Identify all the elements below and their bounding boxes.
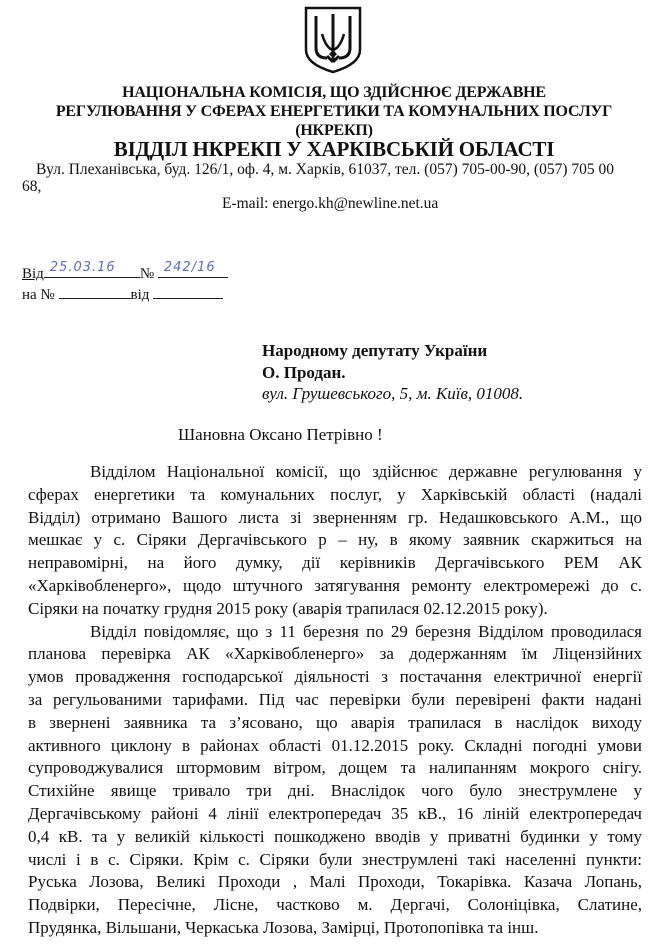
paragraph: [28, 621, 642, 940]
from-label: Від: [22, 266, 44, 282]
handwritten-date: 25.03.16: [49, 260, 116, 275]
body-text-line: числі і в с. Сіряки. Крім с. Сіряки були знеструмлені такі населенні пункти:: [28, 849, 642, 869]
email-line: [222, 195, 438, 213]
greeting: Шановна Оксано Петрівно !: [178, 425, 383, 444]
org-name-line1: НАЦІОНАЛЬНА КОМІСІЯ, ЩО ЗДІЙСНЮЄ ДЕРЖАВНЕ: [122, 84, 546, 101]
department-title: ВІДДІЛ НКРЕКП У ХАРКІВСЬКІЙ ОБЛАСТІ: [113, 137, 555, 161]
body-text-line: Відділом Національної комісії, що здійснює державне регулювання у: [90, 462, 642, 481]
org-name-line2: РЕГУЛЮВАННЯ У СФЕРАХ ЕНЕРГЕТИКИ ТА КОМУНАЛЬНИХ ПОСЛУГ: [55, 103, 613, 120]
body-text-line: за регульованими тарифами. Під час перевірки були перевірені факти надані: [28, 689, 642, 709]
coat-of-arms-emblem: [302, 4, 364, 74]
body-text-line: Прудянка, Вільшани, Черкаська Лозова, Замірці, Протопопівка та інш.: [28, 917, 539, 937]
addressee-name: О. Продан.: [262, 363, 346, 382]
address-line1: Вул. Плеханівська, буд. 126/1, оф. 4, м. Харків, 61037, тел. (057) 705-00-90, (057) 705 00: [36, 161, 614, 178]
addressee-title: Народному депутату України: [262, 341, 488, 360]
email-link[interactable]: energo.kh@newline.net.ua: [272, 195, 439, 212]
paragraph: [28, 461, 642, 621]
reply-number-label: на №: [22, 287, 55, 303]
body-text-line: мешкає у с. Сіряки Дергачівського р – ну, в якому заявник скаржиться на: [28, 530, 642, 550]
reply-number-blank: [59, 283, 131, 299]
email-label: E-mail:: [222, 195, 269, 212]
body-text-line: неправомірні, на його думку, дії керівників Дергачівського РЕМ АК: [28, 553, 642, 573]
outgoing-reference: [22, 262, 228, 283]
body-text-line: Відділ) отримано Вашого листа зі зверненням гр. Недашковського А.М., що: [28, 507, 642, 527]
reply-date-blank: [153, 283, 223, 299]
number-label: №: [139, 266, 155, 282]
body-text-line: Подвірки, Пересічне, Лісне, частково м. Дергачі, Солоніцівка, Слатине,: [28, 895, 642, 915]
addressee-address: вул. Грушевського, 5, м. Київ, 01008.: [262, 384, 524, 403]
body-text-line: «Харківобленерго», щодо штучного затягування ремонту електромережі до с.: [28, 575, 642, 595]
body-text-line: Стихійне явище тривало три дні. Внаслідок чого було знеструмлене у: [28, 781, 642, 801]
org-abbreviation: (НКРЕКП): [295, 122, 373, 139]
reply-from-label: від: [130, 287, 150, 303]
body-text-line: Відділ повідомляє, що з 11 березня по 29 березня Відділом проводилася: [90, 621, 642, 641]
body-text-line: Сіряки на початку грудня 2015 року (аварія трапилася 02.12.2015 року).: [28, 598, 548, 618]
body-text-line: Дергачівському районі 4 лінії електропередач 35 кВ., 16 ліній електропередач: [28, 803, 642, 823]
incoming-reference: [22, 283, 223, 304]
letter-body: [28, 461, 642, 940]
body-text-line: активного циклону в районах області 01.12.2015 року. Складні погодні умови: [28, 735, 642, 755]
body-text-line: 0,4 кВ. та у великій кількості пошкоджено вводів у приватні будинки у тому: [28, 826, 642, 846]
body-text-line: в звернені заявника та з’ясовано, що аварія трапилася в наслідок виходу: [28, 712, 642, 732]
body-text-line: умов провадження господарської діяльності з постачання електричної енергії: [28, 667, 642, 687]
address-line2: 68,: [22, 178, 42, 195]
body-text-line: супроводжувалися штормовим вітром, дощем та налипанням мокрого снігу.: [28, 758, 642, 778]
body-text-line: планова перевірка АК «Харківобленерго» за додержанням їм Ліцензійних: [28, 644, 642, 664]
body-text-line: сферах енергетики та комунальних послуг, у Харківській області (надалі: [28, 484, 642, 504]
body-text-line: Руська Лозова, Великі Проходи , Малі Проходи, Токарівка. Казача Лопань,: [28, 872, 642, 892]
handwritten-number: 242/16: [163, 260, 216, 275]
